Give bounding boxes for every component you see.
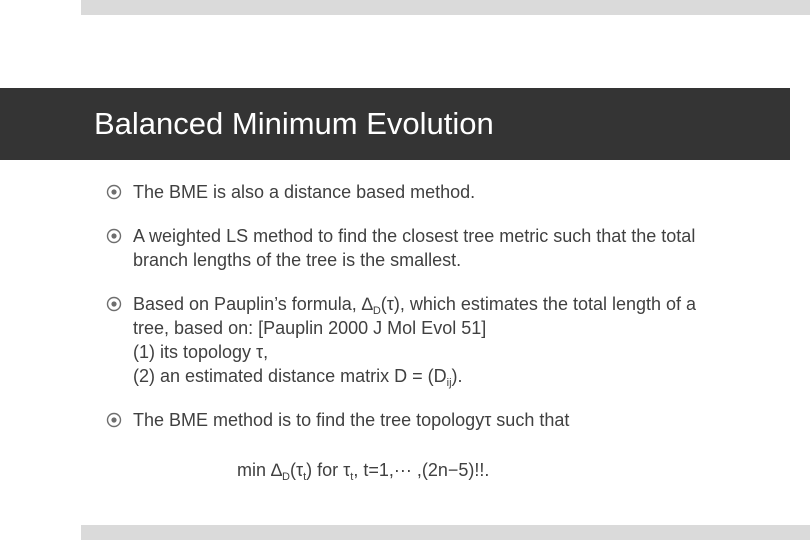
bullet-list xyxy=(106,180,786,452)
bullet-text-line: A weighted LS method to find the closest tree metric such that the total xyxy=(133,226,696,246)
text-run: , t=1,··· ,(2n−5)!!. xyxy=(353,460,490,480)
bullet-text: The BME method is to find the tree topologyτ such that xyxy=(133,410,570,430)
slide-title: Balanced Minimum Evolution xyxy=(94,106,494,141)
text-run: (τ xyxy=(289,460,304,480)
bullet-text-line xyxy=(133,364,786,388)
bullet-item-1 xyxy=(106,180,786,204)
target-circle-icon xyxy=(106,228,122,244)
subscript: D xyxy=(372,305,381,317)
target-circle-icon xyxy=(106,296,122,312)
top-accent-bar xyxy=(81,0,810,15)
bullet-item-4 xyxy=(106,408,786,432)
bullet-text-line: tree, based on: [Pauplin 2000 J Mol Evol 51] xyxy=(133,318,487,338)
bullet-item-3 xyxy=(106,292,786,388)
text-run: min ∆ xyxy=(237,460,283,480)
text-run: (τ), which estimates the total length of a xyxy=(380,294,697,314)
bullet-text-line: (1) its topology τ, xyxy=(133,342,269,362)
subscript: t xyxy=(303,471,307,483)
target-circle-icon xyxy=(106,412,122,428)
bullet-text: The BME is also a distance based method. xyxy=(133,182,476,202)
subscript: D xyxy=(282,471,290,483)
subscript: t xyxy=(350,471,354,483)
bullet-text-line: branch lengths of the tree is the smallest. xyxy=(133,250,462,270)
bullet-text-line xyxy=(133,292,786,316)
bottom-accent-bar xyxy=(81,525,810,540)
text-run: (2) an estimated distance matrix D = (D xyxy=(133,366,447,386)
text-run: ) for τ xyxy=(306,460,351,480)
text-run: Based on Pauplin’s formula, ∆ xyxy=(133,294,373,314)
bullet-item-2 xyxy=(106,224,786,272)
subscript: ij xyxy=(446,377,452,389)
target-circle-icon xyxy=(106,184,122,200)
formula xyxy=(237,458,489,482)
text-run: ). xyxy=(451,366,463,386)
